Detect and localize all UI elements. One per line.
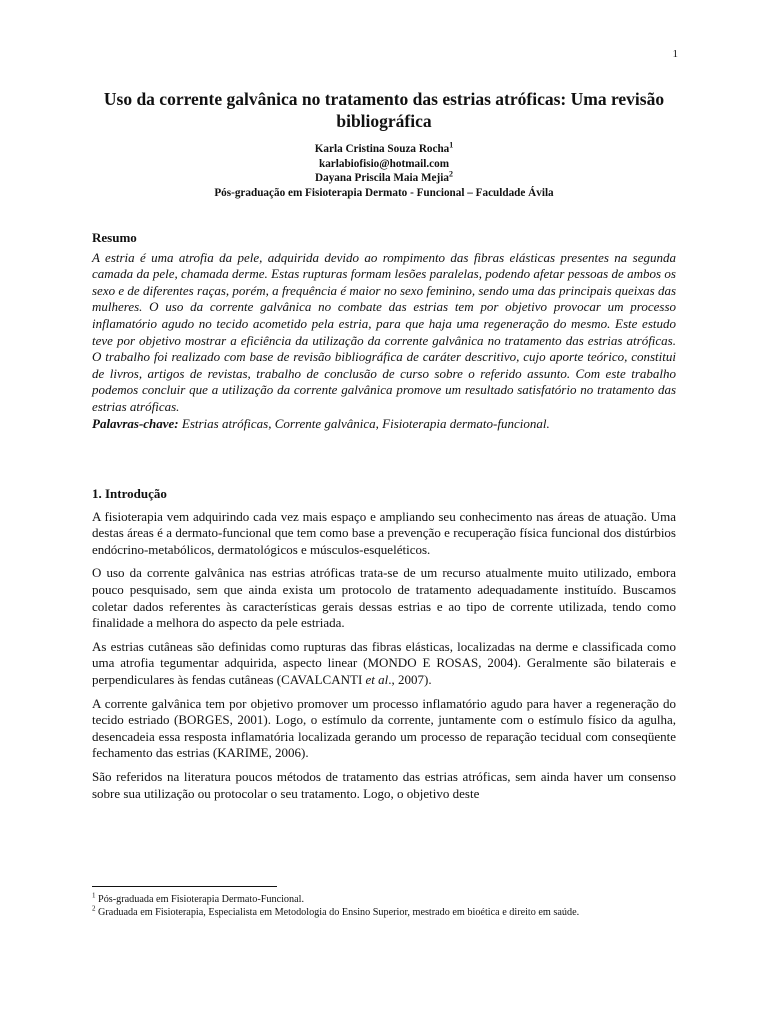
- keywords-text: Estrias atróficas, Corrente galvânica, Fisioterapia dermato-funcional.: [178, 415, 550, 431]
- author-2-footnote-mark: 2: [448, 169, 453, 179]
- keywords-label: Palavras-chave:: [92, 415, 179, 431]
- author-1-email[interactable]: karlabiofisio@hotmail.com: [318, 157, 450, 170]
- intro-paragraph-4: A corrente galvânica tem por objetivo promover um processo inflamatório agudo para haver a regeneração do tecido estriado (BORGES, 2001). Logo, o estímulo da corrente, juntamente com o estímulo físico da agulha, desencadeia essa resposta inflamatória localizada gerando um processo de reparação tecidual com conseqüente fechamento das estrias (KARIME, 2006).: [92, 695, 676, 761]
- footnote-2: [92, 906, 676, 919]
- abstract-text: A estria é uma atrofia da pele, adquirida devido ao rompimento das fibras elásticas presentes na segunda camada da pele, chamada derme. Estas rupturas formam lesões paralelas, podendo afetar pessoas de ambos os sexo e de diferentes raças, porém, a frequência é maior no sexo feminino, sendo uma das principais queixas das mulheres. O uso da corrente galvânica no combate das estrias tem por objetivo provocar um processo inflamatório agudo no tecido acometido pela estria, para que haja uma regeneração do mesmo. Este estudo teve por objetivo mostrar a eficiência da utilização da corrente galvânica no tratamento das estrias atróficas. O trabalho foi realizado com base de revisão bibliográfica de caráter descritivo, cujo aporte teórico, constitui de livros, artigos de revistas, trabalho de conclusão de curso sobre o referido assunto. Com este trabalho podemos concluir que a utilização da corrente galvânica promove um resultado satisfatório no tratamento das estrias atróficas.: [92, 249, 676, 414]
- intro-paragraph-3: [92, 639, 676, 689]
- introduction-section: [92, 486, 676, 809]
- footnotes: [92, 893, 676, 919]
- footnote-2-text: Graduada em Fisioterapia, Especialista em Metodologia do Ensino Superior, mestrado em bioética e direito em saúde.: [95, 907, 580, 918]
- intro-paragraph-5: São referidos na literatura poucos métodos de tratamento das estrias atróficas, sem ainda haver um consenso sobre sua utilização ou protocolar o seu tratamento. Logo, o objetivo deste: [92, 768, 676, 801]
- footnote-1-mark: 1: [92, 891, 96, 900]
- author-1-name: Karla Cristina Souza Rocha: [314, 143, 450, 155]
- intro-paragraph-3-etal: et al: [365, 671, 389, 687]
- author-1: [92, 142, 676, 157]
- abstract-section: [92, 230, 676, 432]
- affiliation: Pós-graduação em Fisioterapia Dermato - Funcional – Faculdade Ávila: [214, 186, 554, 199]
- footnote-2-mark: 2: [92, 904, 96, 913]
- footnote-1-text: Pós-graduada em Fisioterapia Dermato-Funcional.: [95, 894, 305, 905]
- page-number: 1: [672, 48, 678, 60]
- intro-paragraph-3-end: ., 2007).: [388, 671, 432, 687]
- intro-paragraph-2: O uso da corrente galvânica nas estrias atróficas trata-se de um recurso atualmente muito utilizado, embora pouco pesquisado, sem que ainda exista um protocolo de tratamento adequadamente instituído. Buscamos coletar dados referentes às características gerais dessas estrias e ao tipo de corrente utilizada, tendo como finalidade a melhora do aspecto da pele estriada.: [92, 565, 676, 631]
- author-block: [92, 142, 676, 200]
- keywords-line: [92, 416, 676, 433]
- abstract-heading: Resumo: [92, 230, 137, 245]
- author-2-name: Dayana Priscila Maia Mejia: [315, 172, 449, 184]
- intro-paragraph-1: A fisioterapia vem adquirindo cada vez mais espaço e ampliando seu conhecimento nas áreas de atuação. Uma destas áreas é a dermato-funcional que tem como base a prevenção e recuperação física funcional dos distúrbios endócrino-metabólicos, dermatológicos e músculos-esqueléticos.: [92, 508, 676, 557]
- introduction-heading: 1. Introdução: [92, 486, 167, 501]
- paper-title: Uso da corrente galvânica no tratamento das estrias atróficas: Uma revisão bibliográfica: [103, 89, 665, 131]
- footnote-divider: [92, 886, 277, 887]
- author-1-footnote-mark: 1: [449, 140, 454, 150]
- footnote-1: [92, 893, 676, 906]
- intro-paragraph-3-start: As estrias cutâneas são definidas como rupturas das fibras elásticas, localizadas na derme e classificada como uma atrofia tegumentar adquirida, aspecto linear (MONDO E ROSAS, 2004). Geralmente são bilaterais e perpendiculares às fendas cutâneas (CAVALCANTI: [92, 638, 676, 687]
- author-2: [92, 171, 676, 186]
